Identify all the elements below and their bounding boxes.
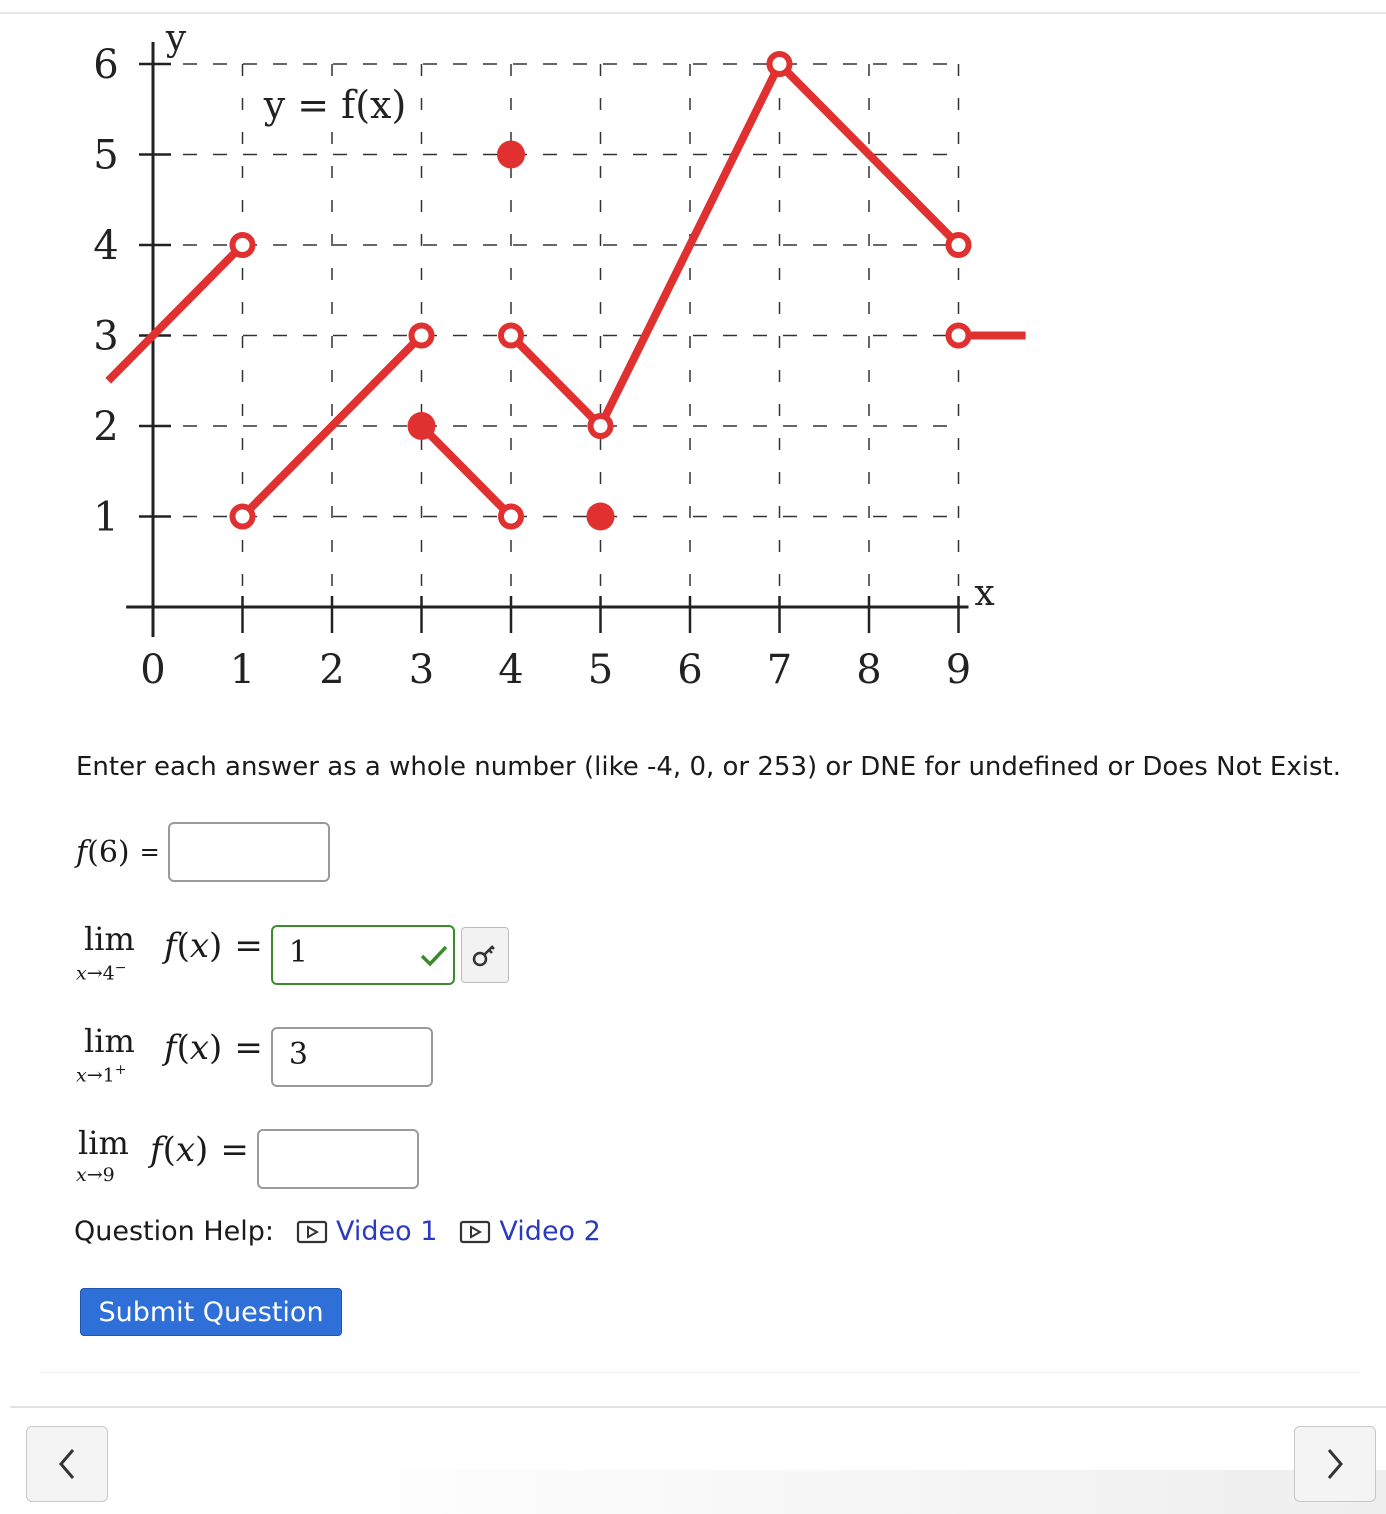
question-lim-9 xyxy=(76,1124,419,1194)
x-tick-label: 7 xyxy=(766,647,793,693)
equals-sign: = xyxy=(234,926,263,966)
y-tick-label: 6 xyxy=(93,42,119,88)
open-point xyxy=(949,235,969,255)
curve-segment xyxy=(108,245,242,381)
limit-notation: lim x→4− xyxy=(76,920,135,985)
equals-sign: = xyxy=(234,1028,263,1068)
f6-answer-input[interactable] xyxy=(168,822,330,882)
chevron-right-icon xyxy=(1323,1446,1347,1482)
open-point xyxy=(233,235,253,255)
top-divider xyxy=(0,12,1386,14)
x-tick-label: 8 xyxy=(856,647,882,693)
divider xyxy=(40,1372,1360,1373)
open-point xyxy=(591,416,611,436)
limit-notation: lim x→9 xyxy=(76,1124,129,1186)
function-expression: f(x) xyxy=(164,926,223,966)
instructions: Enter each answer as a whole number (like -4, 0, or 253) or DNE for undefined or Does Not Exist. xyxy=(76,752,1341,782)
chart-title: y = f(x) xyxy=(263,83,407,127)
question-f6 xyxy=(76,822,330,882)
y-tick-label: 1 xyxy=(93,494,119,541)
limit-notation: lim x→1+ xyxy=(76,1022,135,1087)
lim-left-4-answer-input[interactable] xyxy=(271,925,455,985)
lim-right-1-answer-input[interactable]: 3 xyxy=(271,1027,433,1087)
y-tick-label: 2 xyxy=(93,404,119,450)
submit-question-button[interactable]: Submit Question xyxy=(80,1288,342,1336)
x-tick-label: 1 xyxy=(229,647,256,693)
grid xyxy=(153,64,959,607)
next-question-button[interactable] xyxy=(1294,1426,1376,1502)
x-tick-label: 0 xyxy=(140,647,166,693)
video-1-link[interactable]: Video 1 xyxy=(296,1216,437,1247)
open-point xyxy=(501,507,521,527)
y-tick-label: 3 xyxy=(93,313,119,360)
show-answer-key-button[interactable] xyxy=(461,927,509,983)
question-help-label: Question Help: xyxy=(74,1216,274,1247)
question-lim-left-4 xyxy=(76,920,509,990)
question-help xyxy=(74,1216,601,1247)
divider xyxy=(10,1406,1386,1408)
x-tick-label: 6 xyxy=(677,647,703,693)
closed-point xyxy=(587,503,615,531)
chevron-left-icon xyxy=(55,1446,79,1482)
open-point xyxy=(233,507,253,527)
f6-label: f(6) xyxy=(76,834,130,870)
axis-labels xyxy=(93,20,994,693)
function-expression: f(x) xyxy=(150,1130,209,1170)
play-video-icon xyxy=(459,1220,491,1244)
x-tick-label: 3 xyxy=(408,647,435,693)
previous-question-button[interactable] xyxy=(26,1426,108,1502)
y-tick-label: 4 xyxy=(93,223,119,269)
key-icon xyxy=(471,941,499,969)
open-point xyxy=(949,326,969,346)
play-video-icon xyxy=(296,1220,328,1244)
x-tick-label: 4 xyxy=(498,647,524,693)
function-expression: f(x) xyxy=(164,1028,223,1068)
open-point xyxy=(412,326,432,346)
open-point xyxy=(501,326,521,346)
question-lim-right-1 xyxy=(76,1022,433,1092)
curve-segment xyxy=(422,426,512,517)
equals-sign: = xyxy=(139,838,160,866)
x-tick-label: 9 xyxy=(945,647,972,693)
footer-shade xyxy=(300,1470,1386,1514)
curve xyxy=(108,64,1025,517)
equals-sign: = xyxy=(220,1130,249,1170)
y-axis-label: y xyxy=(165,20,187,59)
x-tick-label: 5 xyxy=(587,647,614,693)
check-icon xyxy=(419,943,449,967)
x-tick-label: 2 xyxy=(319,647,345,693)
function-graph xyxy=(0,20,1060,700)
closed-point xyxy=(408,412,436,440)
y-tick-label: 5 xyxy=(93,132,119,179)
answer-value: 1 xyxy=(288,935,308,970)
closed-point xyxy=(497,141,525,169)
video-2-link[interactable]: Video 2 xyxy=(459,1216,600,1247)
open-point xyxy=(770,54,790,74)
x-axis-label: x xyxy=(974,573,995,614)
lim-9-answer-input[interactable] xyxy=(257,1129,419,1189)
